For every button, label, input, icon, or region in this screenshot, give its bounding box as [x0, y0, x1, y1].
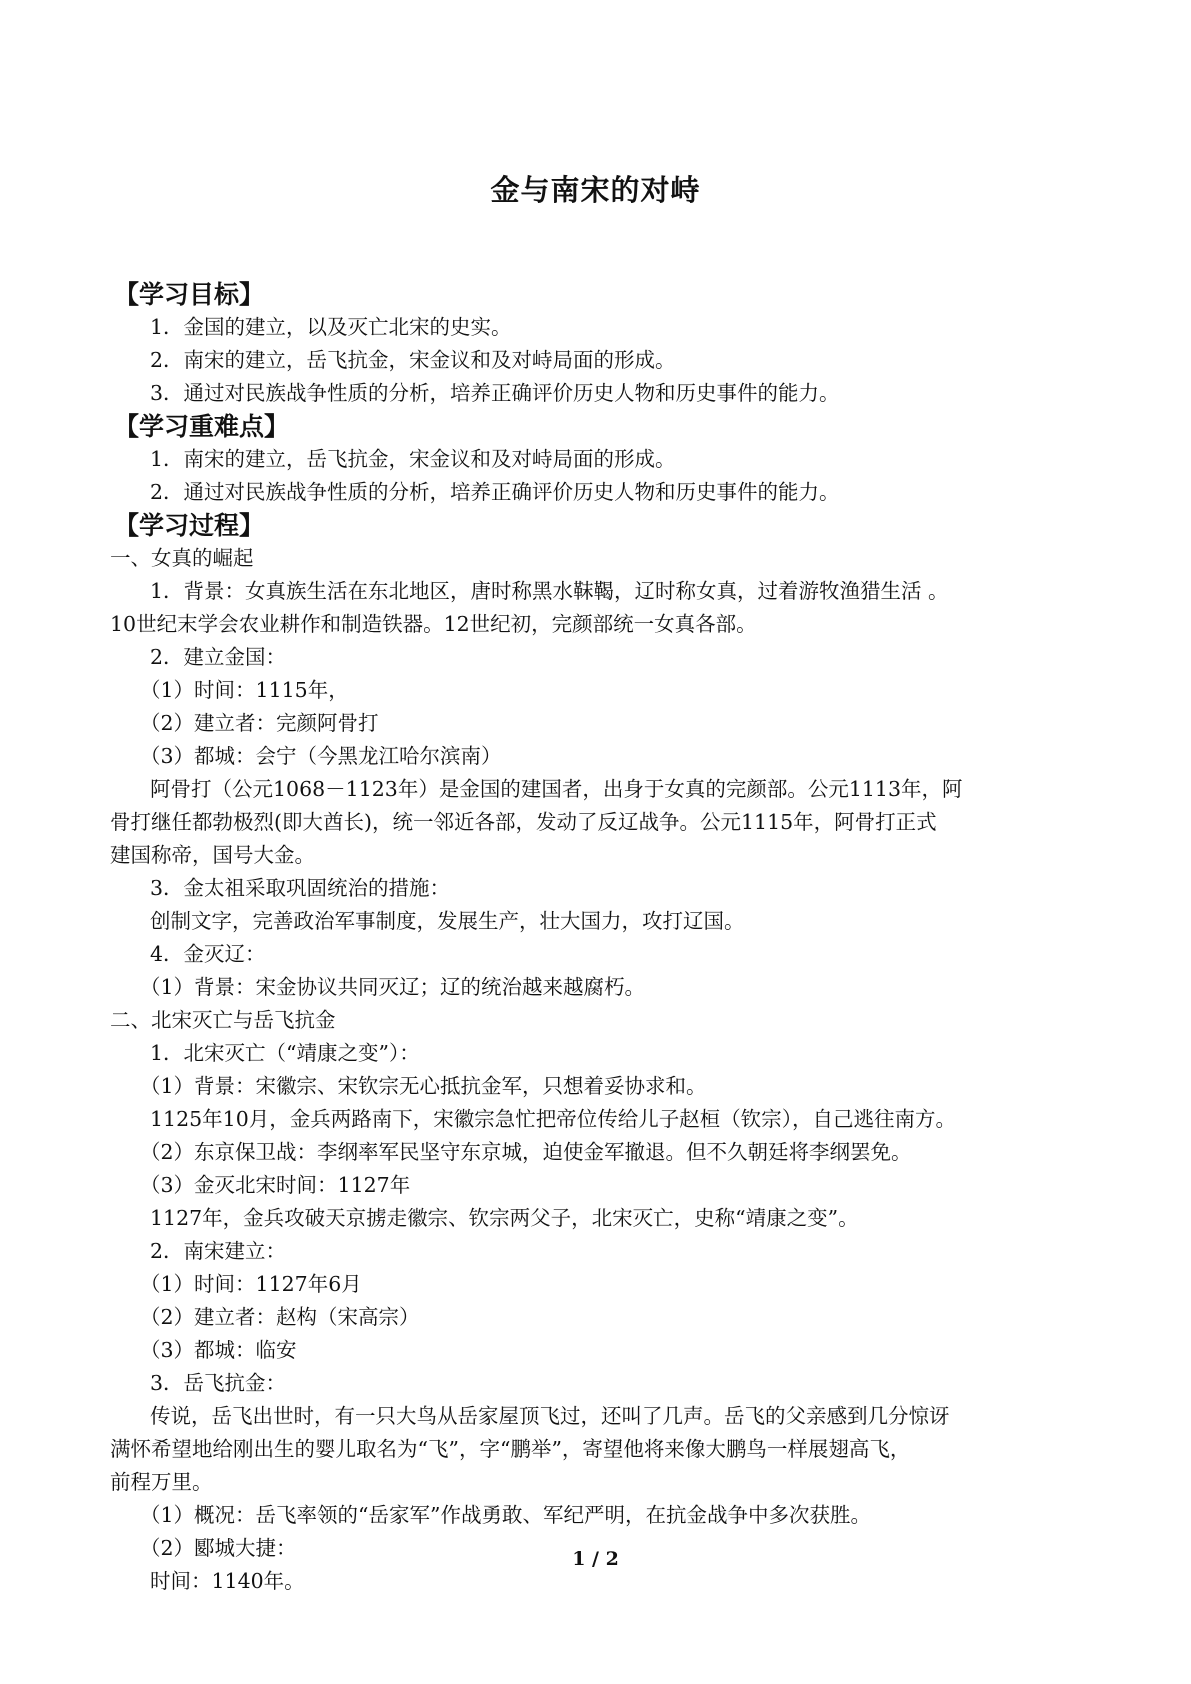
text-line: 1．金国的建立，以及灭亡北宋的史实。 [150, 315, 512, 339]
text-line: 2．通过对民族战争性质的分析，培养正确评价历史人物和历史事件的能力。 [150, 480, 840, 504]
text-line: （3）金灭北宋时间：1127年 [140, 1173, 411, 1197]
text-line: （3）都城：会宁（今黑龙江哈尔滨南） [140, 744, 502, 768]
text-line: （2）东京保卫战：李纲率军民坚守东京城，迫使金军撤退。但不久朝廷将李纲罢免。 [140, 1140, 912, 1164]
text-line: （1）时间：1115年， [140, 678, 349, 702]
text-line: 2．南宋的建立，岳飞抗金，宋金议和及对峙局面的形成。 [150, 348, 676, 372]
text-line: 1127年，金兵攻破天京掳走徽宗、钦宗两父子，北宋灭亡，史称“靖康之变”。 [150, 1206, 859, 1230]
text-line: 1．南宋的建立，岳飞抗金，宋金议和及对峙局面的形成。 [150, 447, 676, 471]
text-line: （1）背景：宋金协议共同灭辽；辽的统治越来越腐朽。 [140, 975, 646, 999]
page-title: 金与南宋的对峙 [490, 173, 701, 207]
text-line: 1125年10月，金兵两路南下，宋徽宗急忙把帝位传给儿子赵桓（钦宗），自己逃往南方。 [150, 1107, 957, 1131]
section-heading: 【学习重难点】 [114, 412, 290, 441]
text-line: 一、女真的崛起 [110, 546, 254, 570]
page-number: 1 / 2 [572, 1548, 619, 1570]
text-line: 阿骨打（公元1068－1123年）是金国的建国者，出身于女真的完颜部。公元1113年，阿 [150, 777, 963, 801]
text-line: （2）建立者：赵构（宋高宗） [140, 1305, 420, 1329]
text-line: （1）概况：岳飞率领的“岳家军”作战勇敢、军纪严明，在抗金战争中多次获胜。 [140, 1503, 872, 1527]
text-line: 二、北宋灭亡与岳飞抗金 [110, 1008, 336, 1032]
section-heading: 【学习过程】 [114, 511, 265, 540]
text-line: 前程万里。 [110, 1470, 213, 1494]
text-line: 骨打继任都勃极烈(即大酋长)，统一邻近各部，发动了反辽战争。公元1115年，阿骨打正式 [110, 810, 937, 834]
text-line: 3．岳飞抗金： [150, 1371, 287, 1395]
text-line: 3．通过对民族战争性质的分析，培养正确评价历史人物和历史事件的能力。 [150, 381, 840, 405]
text-line: （3）都城：临安 [140, 1338, 297, 1362]
text-line: （2）建立者：完颜阿骨打 [140, 711, 379, 735]
text-line: 时间：1140年。 [150, 1569, 305, 1593]
text-line: （2）郾城大捷： [140, 1536, 297, 1560]
text-line: 满怀希望地给刚出生的婴儿取名为“飞”，字“鹏举”，寄望他将来像大鹏鸟一样展翅高飞， [110, 1437, 911, 1461]
document-body [110, 278, 1090, 1598]
text-line: 建国称帝，国号大金。 [110, 843, 315, 867]
text-line: 4．金灭辽： [150, 942, 266, 966]
text-line: 传说，岳飞出世时，有一只大鸟从岳家屋顶飞过，还叫了几声。岳飞的父亲感到几分惊讶 [150, 1404, 950, 1428]
text-line: 1．北宋灭亡（“靖康之变”）： [150, 1041, 420, 1065]
text-line: 10世纪末学会农业耕作和制造铁器。12世纪初，完颜部统一女真各部。 [110, 612, 757, 636]
text-line: （1）背景：宋徽宗、宋钦宗无心抵抗金军，只想着妥协求和。 [140, 1074, 707, 1098]
section-heading: 【学习目标】 [114, 280, 265, 309]
text-line: （1）时间：1127年6月 [140, 1272, 362, 1296]
text-line: 3．金太祖采取巩固统治的措施： [150, 876, 451, 900]
text-line: 2．南宋建立： [150, 1239, 287, 1263]
text-line: 2．建立金国： [150, 645, 287, 669]
text-line: 1．背景：女真族生活在东北地区，唐时称黑水靺鞨，辽时称女真，过着游牧渔猎生活 。 [150, 579, 949, 603]
text-line: 创制文字，完善政治军事制度，发展生产，壮大国力，攻打辽国。 [150, 909, 745, 933]
